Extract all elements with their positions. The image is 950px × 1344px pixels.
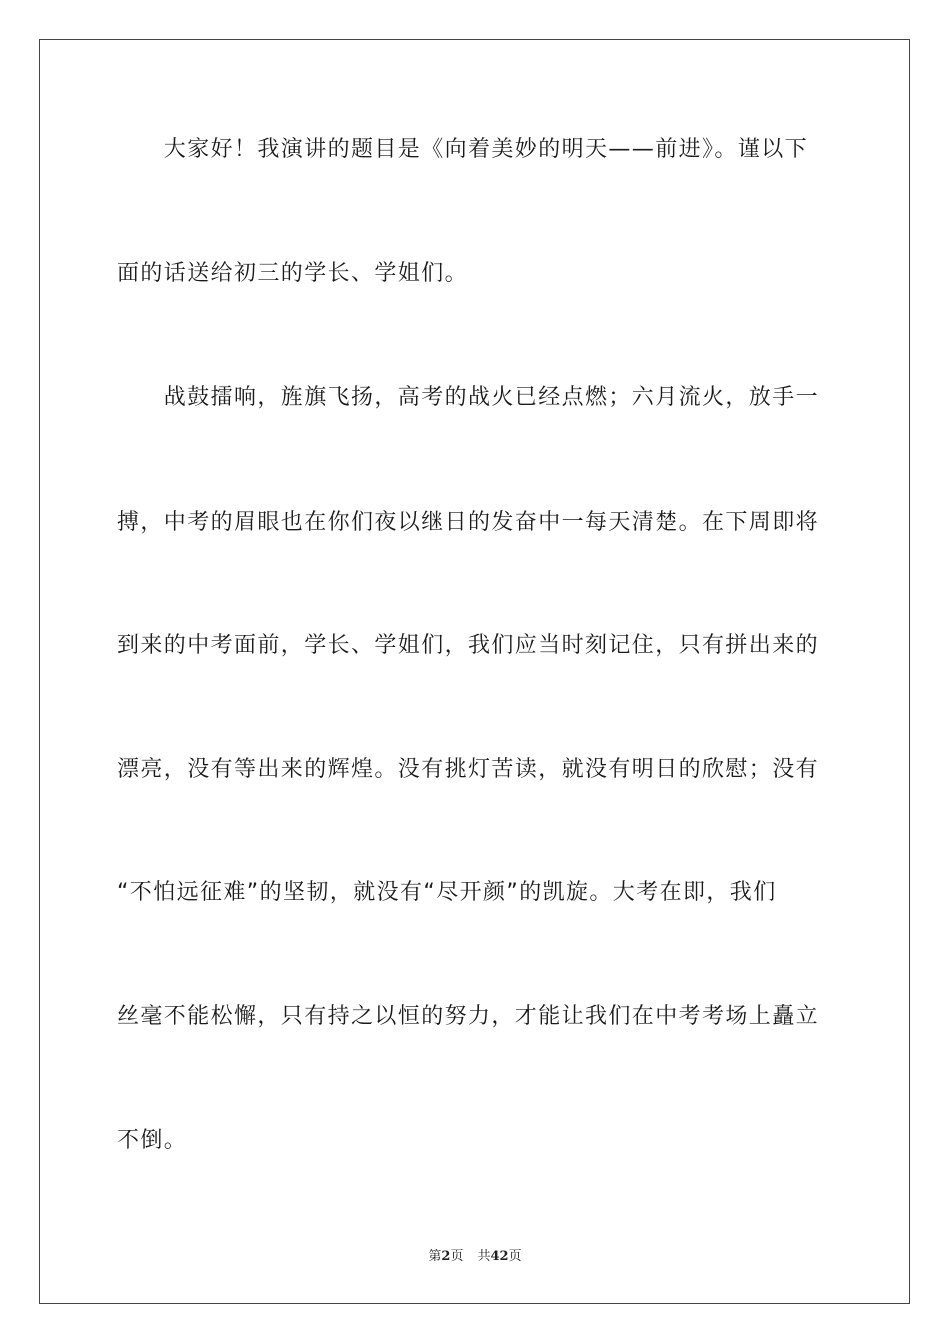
page-unit: 页 xyxy=(450,1249,464,1264)
text-line: 丝毫不能松懈，只有持之以恒的努力，才能让我们在中考考场上矗立 xyxy=(117,1004,820,1029)
text-line: 到来的中考面前，学长、学姐们，我们应当时刻记住，只有拼出来的 xyxy=(117,633,820,658)
total-prefix: 共 xyxy=(477,1249,491,1264)
page-prefix: 第 xyxy=(428,1249,442,1264)
text-line: “不怕远征难”的坚韧，就没有“尽开颜”的凯旋。大考在即，我们 xyxy=(117,880,777,905)
text-line: 面的话送给初三的学长、学姐们。 xyxy=(117,261,469,286)
total-unit: 页 xyxy=(508,1249,522,1264)
text-line: 漂亮，没有等出来的辉煌。没有挑灯苦读，就没有明日的欣慰；没有 xyxy=(117,757,820,782)
page-border xyxy=(39,39,910,1304)
text-line: 大家好！我演讲的题目是《向着美妙的明天——前进》。谨以下 xyxy=(117,137,809,162)
page-footer xyxy=(0,1249,950,1265)
text-line: 战鼓擂响，旌旗飞扬，高考的战火已经点燃；六月流火，放手一 xyxy=(117,385,820,410)
text-line: 搏，中考的眉眼也在你们夜以继日的发奋中一每天清楚。在下周即将 xyxy=(117,510,820,535)
current-page-number: 2 xyxy=(441,1249,451,1264)
total-page-count: 42 xyxy=(490,1249,509,1264)
text-line: 不倒。 xyxy=(117,1128,188,1153)
